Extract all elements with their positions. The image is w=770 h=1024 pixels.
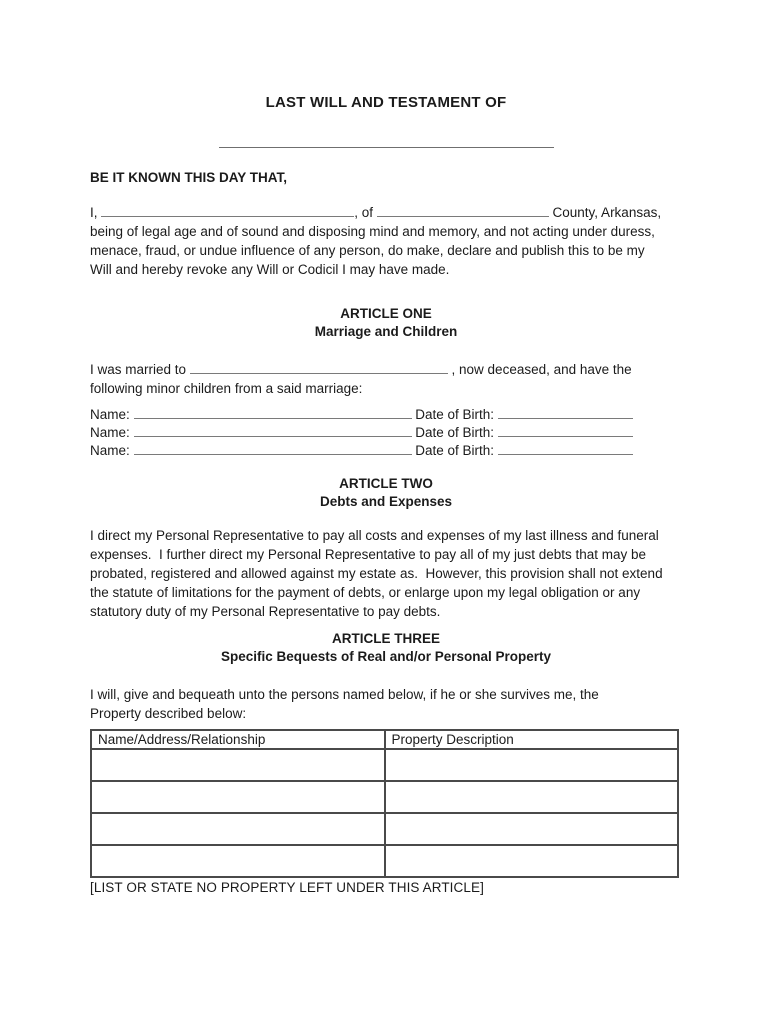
table-row [91,749,678,781]
text-line [90,241,682,260]
table-header-name-address-relationship: Name/Address/Relationship [91,730,385,749]
text-segment: statutory duty of my Personal Representative to pay debts. [90,604,441,619]
text-segment: expenses. I further direct my Personal Representative to pay all of my just debts that may be [90,547,647,562]
text-segment: following minor children from a said marriage: [90,381,363,396]
text-segment: menace, fraud, or undue influence of any person, do make, declare and publish this to be my [90,243,645,258]
table-row [91,781,678,813]
text-line [90,583,682,602]
document-title: LAST WILL AND TESTAMENT OF [265,94,507,111]
text-segment: Name: [90,425,134,440]
article-three-heading [90,630,682,666]
text-segment: Will and hereby revoke any Will or Codicil I may have made. [90,262,450,277]
testator-name-title-blank[interactable] [219,147,554,148]
text-line [90,203,682,222]
text-segment: , of [354,205,377,220]
table-cell[interactable] [385,813,679,845]
text-segment: I will, give and bequeath unto the persons named below, if he or she survives me, the [90,687,599,702]
text-line [90,442,682,460]
table-body [91,749,678,877]
text-line [90,379,682,398]
text-line [90,526,682,545]
text-segment: I direct my Personal Representative to pay all costs and expenses of my last illness and funeral [90,528,659,543]
table-cell[interactable] [91,749,385,781]
intro-paragraph [90,203,682,279]
article-one-title: Marriage and Children [314,324,458,339]
table-row [91,845,678,877]
opening-declaration-heading: BE IT KNOWN THIS DAY THAT, [90,170,288,185]
article-one-number: ARTICLE ONE [340,306,432,321]
article-one-body [90,360,682,398]
table-cell[interactable] [91,845,385,877]
testator-name-field[interactable] [101,204,354,217]
text-line [90,424,682,442]
table-cell[interactable] [91,813,385,845]
table-cell[interactable] [385,781,679,813]
spouse-name-field[interactable] [190,361,448,374]
text-segment: County, Arkansas, [548,205,662,220]
table-row [91,813,678,845]
article-three-number: ARTICLE THREE [332,631,440,646]
text-line [90,564,682,583]
text-segment: Name: [90,407,134,422]
text-segment: Name: [90,443,134,458]
text-segment: I was married to [90,362,190,377]
text-segment: being of legal age and of sound and disposing mind and memory, and not acting under duress, [90,224,655,239]
text-line [90,545,682,564]
text-line [90,222,682,241]
table-cell[interactable] [91,781,385,813]
table-cell[interactable] [385,845,679,877]
property-bequest-table [90,729,679,878]
text-line [90,360,682,379]
text-segment: Date of Birth: [411,425,498,440]
article-three-title: Specific Bequests of Real and/or Personal Property [220,649,552,664]
article-three-body [90,685,682,723]
no-property-instruction-note: [LIST OR STATE NO PROPERTY LEFT UNDER THIS ARTICLE] [90,880,484,895]
table-cell[interactable] [385,749,679,781]
article-two-number: ARTICLE TWO [339,476,433,491]
text-line [90,685,682,704]
child-name-field[interactable] [134,424,412,437]
text-segment: , now deceased, and have the [447,362,632,377]
text-segment: probated, registered and allowed against my estate as. However, this provision shall not extend [90,566,663,581]
table-header-row [91,730,678,749]
article-two-title: Debts and Expenses [319,494,453,509]
text-segment: Date of Birth: [411,407,498,422]
child-dob-field[interactable] [498,442,633,455]
child-dob-field[interactable] [498,406,633,419]
article-two-heading [90,475,682,511]
text-segment: Date of Birth: [411,443,498,458]
children-name-dob-rows [90,406,682,460]
article-one-heading [90,305,682,341]
child-name-field[interactable] [134,406,412,419]
text-line [90,260,682,279]
text-segment: Property described below: [90,706,247,721]
text-segment: I, [90,205,102,220]
text-line [90,602,682,621]
text-line [90,704,682,723]
text-line [90,406,682,424]
text-segment: the statute of limitations for the payment of debts, or enlarge upon my legal obligation or any [90,585,641,600]
table-header-property-description: Property Description [385,730,679,749]
county-field[interactable] [377,204,549,217]
child-dob-field[interactable] [498,424,633,437]
child-name-field[interactable] [134,442,412,455]
article-two-body [90,526,682,621]
